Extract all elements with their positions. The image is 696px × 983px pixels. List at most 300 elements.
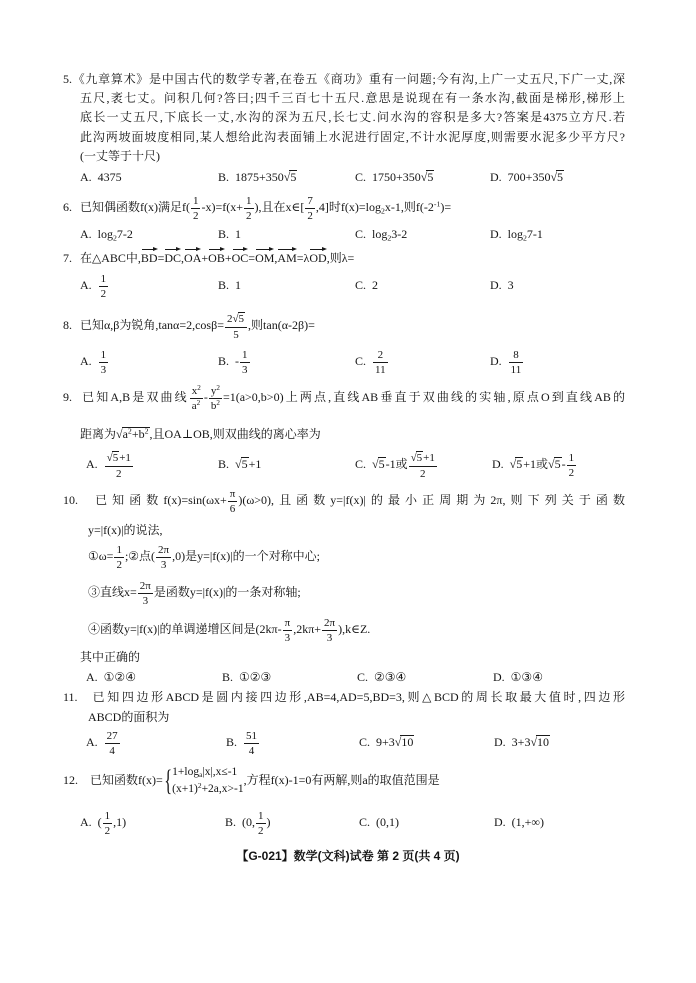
option-label: A. [80,815,92,829]
fraction [156,544,171,571]
option-content [104,729,121,757]
option-label: B. [225,815,237,829]
fraction-numerator [103,810,113,824]
fraction-numerator [190,385,203,399]
text-run: 3 [507,278,514,292]
fraction [99,273,109,300]
fraction-denominator [156,558,171,571]
option-label: A. [80,170,92,184]
option-label: B. [222,670,234,684]
option-content [235,457,261,471]
text-run: 在△ABC中, [80,251,141,265]
option-label: D. [490,227,502,241]
fraction-denominator [228,502,238,515]
question-line [63,485,625,515]
fraction-denominator [99,363,109,376]
fraction [103,810,113,837]
text-run: log [97,227,114,241]
superscript: 2 [216,398,220,407]
text-run: 3 [326,631,333,644]
option-content [508,278,514,292]
fraction-numerator [283,617,293,631]
vector: AM [277,248,296,265]
radicand [241,457,249,471]
text-run: (0, [242,815,256,829]
text-run: π [284,616,291,629]
option-label: C. [359,735,371,749]
text-run: a [191,399,197,412]
superscript: 2 [197,383,201,392]
text-run: 其中正确的 [80,650,141,664]
option-C [355,449,438,479]
text-run: 7-1 [526,227,543,241]
vector: DC [164,248,181,265]
question-line [63,764,625,797]
superscript: -1 [433,199,441,209]
radicand [536,735,550,749]
fraction-denominator [190,399,203,412]
question-line [63,243,625,273]
vector: OC [232,248,249,265]
text-run: 1 [104,809,111,822]
option-label: A. [86,735,98,749]
fraction-numerator [114,544,124,558]
text-run: 5 [378,457,385,471]
text-run: x [191,384,198,397]
text-run: 5 [290,170,297,184]
fraction-numerator [567,452,577,466]
text-run: 已知α,β为锐角,tanα=2,cosβ= [80,318,224,332]
fraction [373,349,388,376]
text-run: - [235,354,240,368]
text-run: 1 [242,348,248,361]
text-run: ①②④ [103,670,136,684]
superscript: 2 [216,383,220,392]
option-content [235,278,241,292]
superscript: 2 [196,398,201,407]
option-content [97,809,127,837]
text-run: - [561,457,566,471]
option-D [490,346,524,376]
text-run: 此沟两坡面坡度相同,某人想给此沟表面铺上水泥进行固定,不计水泥厚度,则需要水泥多少平方尺? [80,130,625,144]
text-run: 是函数y=|f(x)|的一条对称轴; [153,585,301,599]
text-run: 2π [158,543,170,556]
option-content [98,227,133,241]
text-run: a [122,427,128,441]
fraction [244,730,259,757]
option-label: A. [86,670,98,684]
text-run: 2π [324,616,336,629]
fraction-denominator [409,467,437,480]
question-line [63,310,625,340]
option-content [512,815,544,829]
text-run: 1 [568,451,575,464]
option-content [235,227,241,241]
fraction-denominator [240,363,250,376]
radicand [122,427,150,441]
text-run: -x)=f(x+ [201,200,244,214]
option-A [80,807,126,837]
text-run: |x|,x≤-1 [202,766,238,778]
question-line [88,541,625,571]
fraction-numerator [244,195,254,209]
vector: OA [184,248,201,265]
text-run: =λ [296,251,310,265]
text-run: 1750+350√ [372,170,428,184]
vector: BD [141,248,158,265]
case-row [172,781,243,798]
option-label: A. [80,354,92,368]
text-run: 27 [106,729,118,742]
case-rows [172,764,243,798]
text-run: ③直线x= [88,585,137,599]
text-run: 《九章算术》是中国古代的数学专著,在卷五《商功》重有一问题;今有沟,上广一丈五尺,下广一丈,深 [72,72,625,86]
text-run: +2a,x>-1 [201,783,244,795]
radicand [400,735,414,749]
fraction-denominator [256,824,266,837]
question-line [88,577,625,607]
text-run: ,0)是y=|f(x)|的一个对称中心; [172,549,320,563]
fraction [567,452,577,479]
fraction-numerator [305,195,315,209]
text-run: 2 [116,467,122,480]
fraction-numerator [225,312,247,328]
text-run: ABCD的面积为 [88,710,170,724]
fraction-denominator [114,558,124,571]
option-B [218,449,261,479]
option-content [98,348,110,376]
text-run: 11 [375,363,386,376]
fraction-denominator [138,594,153,607]
question-line [80,419,625,449]
text-run: 2 [568,466,575,479]
fraction-denominator [373,363,388,376]
fraction-numerator [105,730,120,744]
option-B [226,727,260,757]
text-run: ) [266,815,271,829]
text-run: 2 [258,824,264,837]
option-label: A. [80,278,92,292]
text-run: + [224,251,232,265]
option-A [80,346,109,376]
radicand [238,312,246,326]
question-number: 8. [63,318,72,332]
text-run: ,且OA⊥OB,则双曲线的离心率为 [149,427,321,441]
option-B [218,270,241,300]
subscript: 2 [523,233,527,243]
text-run: 底长一丈五尺,下底长一丈,水沟的深为五尺,长七丈.问水沟的容积是多大?答案是4375立方尺.若 [80,110,625,124]
text-run: y [210,384,217,397]
subscript: 2 [113,233,117,243]
vector: OM [255,248,274,265]
text-run: 5 [427,170,434,184]
option-content [508,227,543,241]
option-content [98,170,122,184]
text-run: 已知四边形ABCD是圆内接四边形,AB=4,AD=5,BD=3,则△BCD的周长取最大值时,四边形 [90,690,625,704]
text-run: ,2kπ+ [293,622,322,636]
text-run: 3 [160,558,167,571]
text-run: , [181,251,185,265]
text-run: 1+log [172,766,200,778]
superscript: 2 [144,426,149,436]
text-run: +1 [119,451,131,464]
text-run: ,则λ= [326,251,355,265]
text-run: ),且在x∈[ [254,200,305,214]
text-run: 2 [192,209,199,222]
option-D [494,807,544,837]
text-run: 10 [401,735,414,749]
text-run: 5 [238,312,245,325]
question-line [63,382,625,412]
text-run: ;②点( [124,549,156,563]
text-run: +1 [248,457,262,471]
text-run: 3-2 [391,227,408,241]
option-A [86,449,134,479]
text-run: 700+350√ [507,170,558,184]
option-D [492,449,577,479]
text-run: ,4]时f(x)=log [315,200,381,214]
text-run: = [157,251,165,265]
text-run: 5 [112,451,119,464]
question-number: 9. [63,390,72,404]
text-run: x-1,则f(-2 [384,200,434,214]
text-run: 4375 [97,170,122,184]
fraction-numerator [409,451,437,467]
text-run: √ [509,457,517,471]
text-run: 1 [192,194,199,207]
fraction [209,385,222,412]
text-run: - [203,390,208,404]
text-run: b [210,399,217,412]
fraction-numerator [138,580,153,594]
text-run: 10 [537,735,550,749]
option-label: C. [355,457,367,471]
text-run: )(ω>0),且函数y=|f(x)|的最小正周期为2π,则下列关于函数 [238,493,625,507]
option-label: C. [355,354,367,368]
option-A [80,162,122,192]
text-run: 5 [233,328,239,341]
text-run: = [248,251,256,265]
text-run: 1 [235,227,242,241]
text-run: 1875+350√ [235,170,291,184]
text-run: 1 [246,194,252,207]
text-run: √ [106,451,113,464]
text-run: 2√ [226,312,239,325]
option-B [218,162,297,192]
text-run: √ [410,451,417,464]
fraction-numerator [105,451,133,467]
option-content [372,227,407,241]
vector: OB [208,248,225,265]
option-content [376,735,414,749]
text-run: ①②③ [239,670,272,684]
text-run: ①ω= [88,549,114,563]
fraction-denominator [225,328,247,341]
text-run: ( [97,815,102,829]
piecewise-cases [163,764,244,798]
text-run: +b [131,427,145,441]
radicand [554,457,562,471]
text-run: 3 [100,363,107,376]
option-content [372,278,378,292]
text-run: )= [440,200,452,214]
radicand [556,170,564,184]
fraction-numerator [240,349,250,363]
fraction-numerator [228,488,238,502]
page-footer: 【G-021】数学(文科)试卷 第 2 页(共 4 页) [236,849,460,863]
fraction-denominator [105,744,120,757]
text-run: 2 [377,348,384,361]
fraction-denominator [244,209,254,222]
question-line [80,642,625,672]
fraction [228,488,238,515]
text-run: 6 [229,502,236,515]
question-number: 6. [63,200,72,214]
fraction-denominator [103,824,113,837]
option-content [509,451,577,479]
fraction-denominator [244,744,259,757]
fraction-denominator [305,209,315,222]
text-run: -1或 [385,457,408,471]
fraction [509,349,524,376]
question-number: 10. [63,493,78,507]
option-content [372,451,438,480]
option-label: D. [492,457,504,471]
option-A [86,727,121,757]
text-run: ),k∈Z. [338,622,371,636]
text-run: 2 [307,209,313,222]
text-run: 2 [104,824,111,837]
option-D [490,270,514,300]
option-content [243,729,260,757]
fraction [256,810,266,837]
fraction-numerator [99,273,109,287]
text-run: 11 [510,363,522,376]
subscript: 2 [387,233,392,243]
question-number: 7. [63,251,72,265]
option-label: D. [490,354,502,368]
text-run: 1 [100,348,107,361]
radicand [426,170,434,184]
text-run: (1,+∞) [511,815,544,829]
text-run: + [201,251,209,265]
fraction-denominator [209,399,222,412]
text-run: , [274,251,278,265]
option-D [494,727,550,757]
fraction-denominator [105,467,133,480]
text-run: 已知函数f(x)=sin(ωx+ [90,493,227,507]
text-run: ,则tan(α-2β)= [248,318,315,332]
option-label: C. [355,227,367,241]
fraction-numerator [209,385,222,399]
text-run: 4 [109,744,115,757]
fraction-numerator [244,730,259,744]
text-run: 5 [241,457,248,471]
option-label: D. [490,170,502,184]
option-label: A. [86,457,98,471]
option-content [242,809,271,837]
option-content [376,815,399,829]
option-label: D. [494,735,506,749]
text-run: 8 [513,348,519,361]
text-run: 1 [258,809,264,822]
text-run: 7 [307,194,313,207]
superscript: 2 [127,426,132,436]
text-run: 5 [554,457,561,471]
text-run: 3 [284,631,291,644]
radicand [378,457,386,471]
option-label: B. [218,170,230,184]
text-run: 51 [246,729,258,742]
option-B [225,807,271,837]
text-run: 7-2 [116,227,133,241]
option-C [355,162,434,192]
option-label: C. [355,170,367,184]
option-content [508,170,564,184]
text-run: 2 [246,209,252,222]
text-run: 2 [372,278,379,292]
text-run: 距离为√ [80,427,123,441]
option-label: C. [359,815,371,829]
option-content [372,348,389,376]
text-run: 2 [100,287,107,300]
question-line [88,614,625,644]
option-label: B. [218,227,230,241]
fraction-numerator [373,349,388,363]
text-run: (x+1) [172,783,198,795]
text-run: 2 [419,467,426,480]
case-row [172,764,243,781]
fraction [114,544,124,571]
text-run: =1(a>0,b>0)上两点,直线AB垂直于双曲线的实轴,原点O到直线AB的 [222,390,625,404]
option-label: B. [218,354,230,368]
option-content [235,348,251,376]
question-number: 12. [63,772,78,787]
fraction-denominator [567,466,577,479]
subscript: 2 [381,206,385,216]
text-run: ④函数y=|f(x)|的单调递增区间是(2kπ- [88,622,282,636]
fraction [138,580,153,607]
fraction [99,349,109,376]
text-run: 5 [557,170,564,184]
text-run: ,1) [113,815,127,829]
option-label: C. [355,278,367,292]
option-D [490,162,564,192]
fraction [240,349,250,376]
fraction [322,617,337,644]
text-run: 1 [116,543,122,556]
fraction [105,730,120,757]
text-run: log [507,227,524,241]
option-label: B. [218,457,230,471]
text-run: √ [372,457,379,471]
text-run: 五尺,袤七丈。问积几何?答曰;四千三百七十五尺.意思是说现在有一条水沟,截面是梯形,梯形上 [80,91,625,105]
fraction-numerator [99,349,109,363]
option-label: B. [218,278,230,292]
superscript: 2 [197,780,202,790]
fraction-numerator [256,810,266,824]
text-run: 5 [516,457,523,471]
vector: OD [309,248,326,265]
fraction [244,195,254,222]
option-label: C. [357,670,369,684]
text-run: 1 [235,278,242,292]
text-run: ①③④ [510,670,543,684]
option-C [359,727,414,757]
fraction-denominator [191,209,201,222]
fraction [305,195,315,222]
text-run: 1 [100,272,107,285]
